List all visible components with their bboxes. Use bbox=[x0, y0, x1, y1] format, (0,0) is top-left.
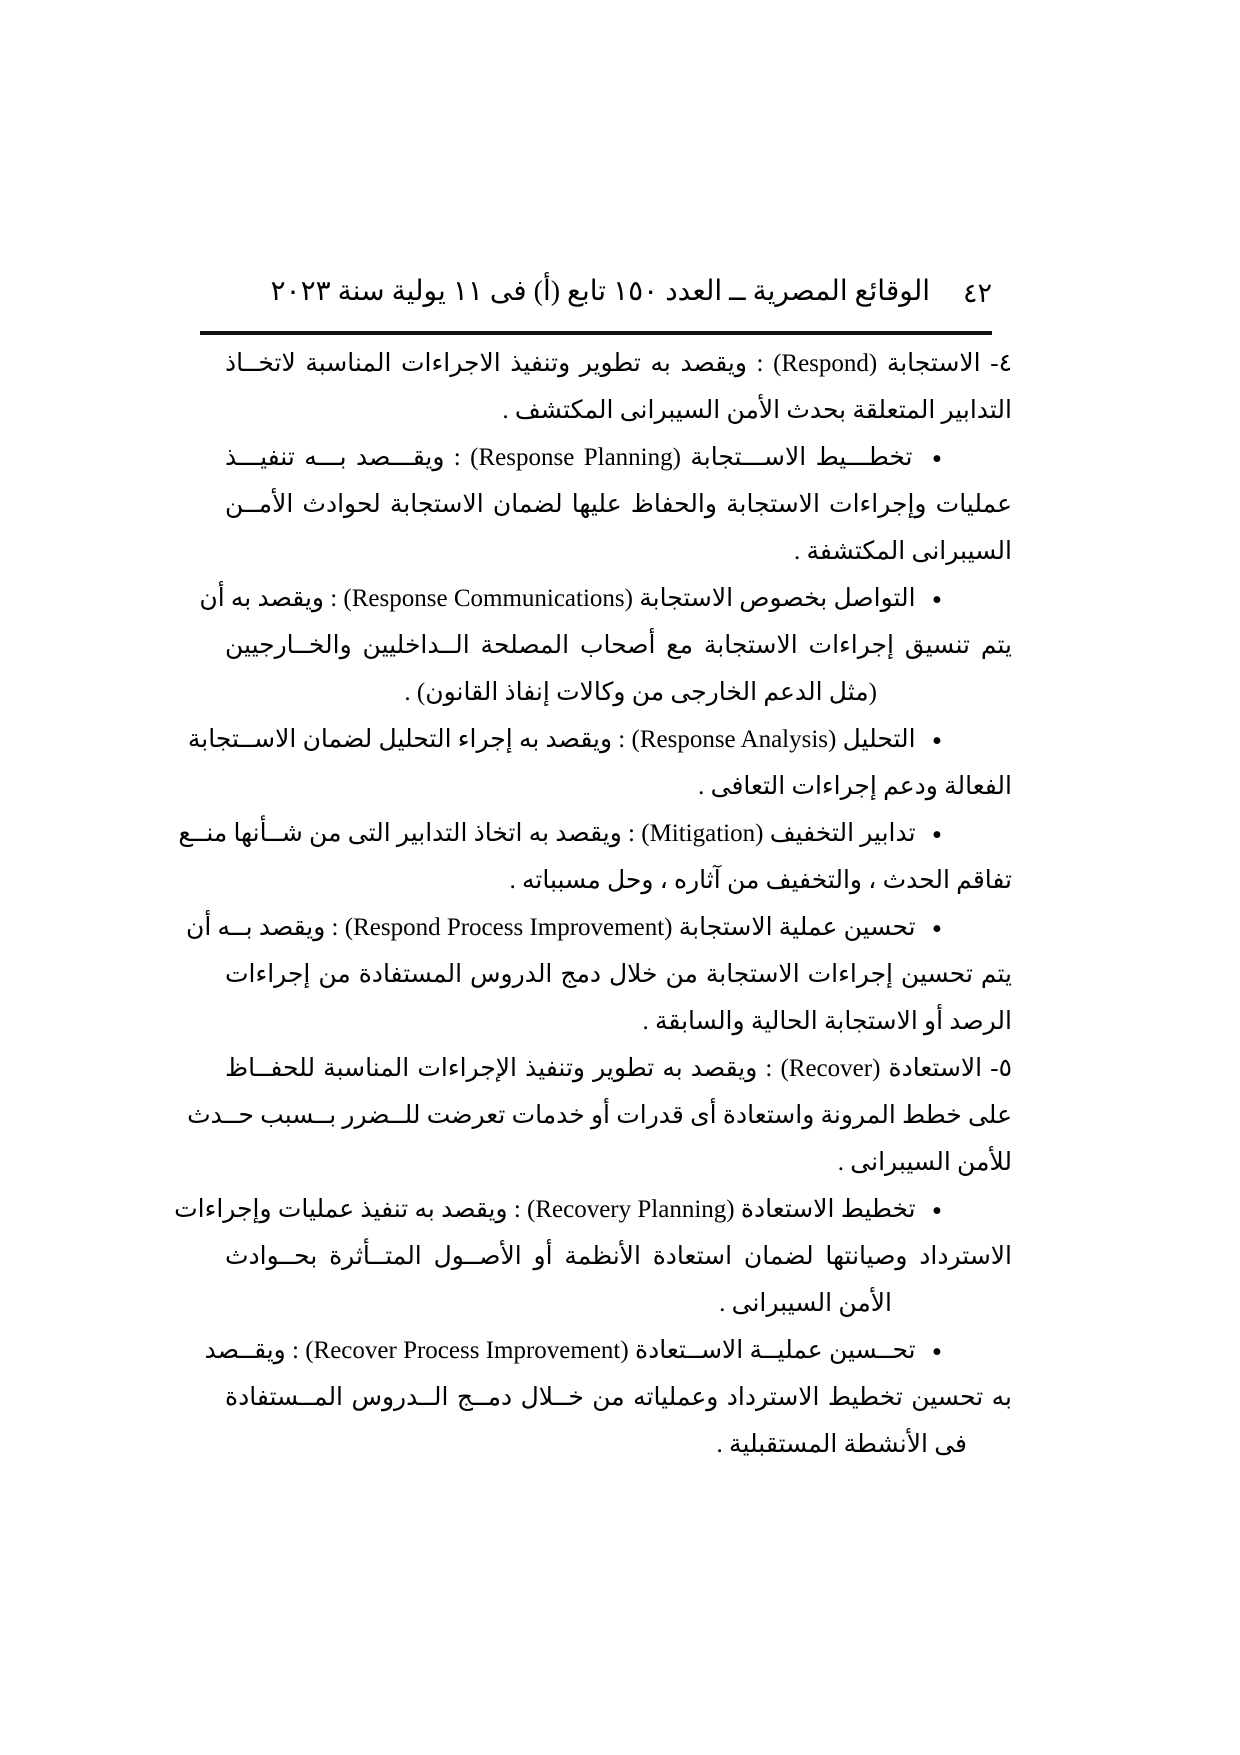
text-line: للأمن السيبرانى . bbox=[837, 1149, 1012, 1176]
text-line: الرصد أو الاستجابة الحالية والسابقة . bbox=[642, 1008, 1012, 1035]
text-line: عمليات وإجراءات الاستجابة والحفاظ عليها لضمان الاستجابة لحوادث الأمــن bbox=[225, 491, 1012, 518]
bullet-marker: • bbox=[931, 1335, 942, 1368]
text-line: ٤- الاستجابة (Respond) : ويقصد به تطوير وتنفيذ الاجراءات المناسبة لاتخــاذ bbox=[225, 350, 1012, 377]
header-title: الوقائع المصرية ــ العدد ١٥٠ تابع (أ) فى ١١ يولية سنة ٢٠٢٣ bbox=[270, 276, 930, 307]
text-line: يتم تحسين إجراءات الاستجابة من خلال دمج الدروس المستفادة من إجراءات bbox=[225, 961, 1013, 988]
text-line: ٥- الاستعادة (Recover) : ويقصد به تطوير وتنفيذ الإجراءات المناسبة للحفــاظ bbox=[225, 1055, 1012, 1082]
bullet-marker: • bbox=[931, 818, 942, 851]
page-number: ٤٢ bbox=[962, 278, 992, 308]
bullet-line: • تحــسين عمليــة الاســتعادة (Recover Process Improvement) : ويقــصد bbox=[225, 1327, 1012, 1374]
header-divider-rule bbox=[200, 331, 992, 335]
text-line: الفعالة ودعم إجراءات التعافى . bbox=[698, 773, 1012, 800]
text-line: التدابير المتعلقة بحدث الأمن السيبرانى المكتشف . bbox=[502, 397, 1012, 424]
bullet-line: • تحسين عملية الاستجابة (Respond Process Improvement) : ويقصد بــه أن bbox=[225, 904, 1012, 951]
text-line: الأمن السيبرانى . bbox=[719, 1290, 892, 1317]
text-line: على خطط المرونة واستعادة أى قدرات أو خدمات تعرضت للــضرر بــسبب حــدث bbox=[187, 1102, 1012, 1129]
bullet-marker: • bbox=[931, 583, 942, 616]
text-line: (مثل الدعم الخارجى من وكالات إنفاذ القانون) . bbox=[404, 679, 877, 706]
text-line: الاسترداد وصيانتها لضمان استعادة الأنظمة أو الأصــول المتــأثرة بحــوادث bbox=[225, 1243, 1012, 1270]
bullet-line: • تخطيط الاستعادة (Recovery Planning) : ويقصد به تنفيذ عمليات وإجراءات bbox=[225, 1186, 1012, 1233]
bullet-marker: • bbox=[931, 912, 942, 945]
bullet-marker: • bbox=[931, 724, 942, 757]
bullet-line: • تدابير التخفيف (Mitigation) : ويقصد به اتخاذ التدابير التى من شــأنها منــع bbox=[225, 810, 1012, 857]
text-line: يتم تنسيق إجراءات الاستجابة مع أصحاب المصلحة الــداخليين والخــارجيين bbox=[225, 632, 1012, 659]
text-line: فى الأنشطة المستقبلية . bbox=[716, 1431, 967, 1458]
bullet-line: • تخطـــيط الاســـتجابة (Response Planning) : ويقـــصد بـــه تنفيـــذ bbox=[225, 434, 1012, 481]
text-line: السيبرانى المكتشفة . bbox=[794, 538, 1012, 565]
text-line: تفاقم الحدث ، والتخفيف من آثاره ، وحل مسبباته . bbox=[509, 867, 1012, 894]
text-line: به تحسين تخطيط الاسترداد وعملياته من خــلال دمــج الــدروس المــستفادة bbox=[225, 1384, 1012, 1411]
bullet-marker: • bbox=[931, 1194, 942, 1227]
bullet-marker: • bbox=[931, 442, 942, 475]
document-body bbox=[174, 340, 1013, 1468]
bullet-line: • التحليل (Response Analysis) : ويقصد به إجراء التحليل لضمان الاســتجابة bbox=[225, 716, 1012, 763]
bullet-line: • التواصل بخصوص الاستجابة (Response Communications) : ويقصد به أن bbox=[225, 575, 1012, 622]
